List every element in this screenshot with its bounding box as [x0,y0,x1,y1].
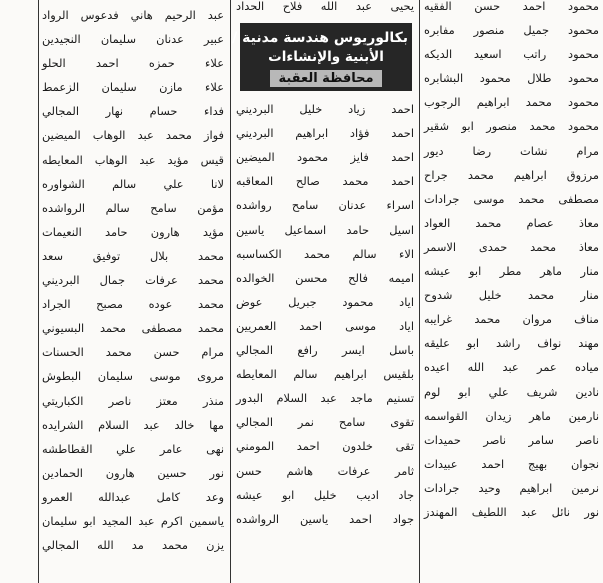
name-entry: جواد احمد ياسين الرواشده [236,511,414,526]
name-entry: جاد اديب خليل ابو عيشه [236,487,414,502]
header-title-line2: الأبنية والإنشاءات [268,49,384,66]
name-entry: ناصر سامر ناصر حميدات [424,432,599,447]
name-entry: اسيل حامد اسماعيل ياسين [236,222,414,237]
name-entry: عبد الرحيم هاني فدعوس الرواد [42,8,224,22]
name-entry: احمد فؤاد ابراهيم البرديني [236,126,414,141]
name-entry: مروى موسى سليمان البطوش [42,369,224,384]
name-entry: اسراء عدنان سامح رواشده [236,198,414,213]
name-entry: مياده عمر عبد الله اعيده [424,360,599,375]
name-entry: يزن محمد مد الله المجالي [42,538,224,553]
name-entry: مناف مروان محمد غرايبه [424,312,599,327]
name-entry: ياسمين اكرم عبد المجيد ابو سليمان [42,513,224,528]
name-entry: نور حسين هارون الحمادين [42,465,224,480]
name-entry: منار محمد خليل شدوح [424,288,599,303]
name-entry: نادين شريف علي ابو لوم [424,384,599,399]
name-entry: لانا علي سالم الشواوره [42,176,224,191]
name-entry: مؤمن سامح سالم الرواشده [42,200,224,215]
name-entry: بلقيس ابراهيم سالم المعايطه [236,367,414,382]
name-entry: تقى خلدون احمد المومني [236,439,414,454]
name-entry: مرام نشات رضا ديور [424,143,599,158]
name-list [232,97,418,531]
name-entry: محمود محمد منصور ابو شقير [424,119,599,134]
header-title-line1: بكالوريوس هندسة مدنية / [232,30,408,47]
header-governorate: محافظة العقبة [270,70,381,87]
name-entry: مؤيد هارون حامد النعيمات [42,224,224,239]
name-entry: محمد عرفات جمال البرديني [42,273,224,288]
names-column-middle [232,0,418,583]
name-entry: فداء حسام نهار المجالي [42,104,224,119]
name-entry: نهى عامر علي القطاطشه [42,441,224,456]
name-entry: محمود محمد ابراهيم الرجوب [424,95,599,110]
name-entry: علاء مازن سليمان الزعمط [42,80,224,95]
name-entry: معاذ محمد حمدى الاسمر [424,239,599,254]
name-entry: محمد عوده مصبح الجراد [42,297,224,312]
name-list [420,0,603,524]
name-entry: قيس مؤيد عبد الوهاب المعايطه [42,152,224,167]
name-entry: نور نائل عبد اللطيف المهندز [424,504,599,519]
name-entry: معاذ عصام محمد العواد [424,215,599,230]
name-entry: علاء حمزه احمد الحلو [42,56,224,71]
name-entry: ثامر عرفات هاشم حسن [236,463,414,478]
name-entry: احمد زياد خليل البرديني [236,102,414,117]
name-entry: محمد مصطفى محمد البسيوني [42,321,224,336]
column-rule [230,0,231,583]
name-entry: محمود جميل منصور مفابره [424,23,599,38]
names-column-right [420,0,603,583]
name-list [232,0,418,18]
name-entry: احمد فايز محمود الميضين [236,150,414,165]
name-entry: اياد محمود جبريل عوض [236,294,414,309]
name-entry: تقوى سامح نمر المجالي [236,415,414,430]
name-list [38,3,228,557]
name-entry: تسنيم ماجد عبد السلام البدور [236,391,414,406]
names-column-left [38,0,228,583]
name-entry: محمود طلال محمود البشابره [424,71,599,86]
name-entry: محمود راتب اسعيد الديكه [424,47,599,62]
name-entry: منار ماهر مطر ابو عيشه [424,264,599,279]
name-entry: احمد محمد صالح المعاقبه [236,174,414,189]
name-entry: اياد موسى احمد العمريين [236,318,414,333]
name-entry: نجوان بهيج احمد عبيدات [424,456,599,471]
name-entry: الاء سالم محمد الكساسبه [236,246,414,261]
name-entry: محمود احمد حسن الفقيه [424,0,599,13]
name-entry: منذر معتز ناصر الكباريتي [42,393,224,408]
name-entry: نارمين ماهر زيدان القواسمه [424,408,599,423]
name-entry: فواز محمد عبد الوهاب الميضين [42,128,224,143]
name-entry: مصطفى محمد موسى جرادات [424,191,599,206]
name-entry: باسل ايسر رافع المجالي [236,343,414,358]
name-entry: مهند نواف راشد ابو عليقه [424,336,599,351]
name-entry: وعد كامل عبدالله العمرو [42,489,224,504]
name-entry: عبير عدنان سليمان النجيدين [42,32,224,47]
name-entry: مها خالد عبد السلام الشرايده [42,417,224,432]
name-entry: نرمين ابراهيم وحيد جرادات [424,480,599,495]
name-entry: يحيى عبد الله فلاح الحداد [236,0,414,13]
section-header [232,23,412,91]
name-entry: مرزوق ابراهيم محمد جراح [424,167,599,182]
name-entry: اميمه فالح محسن الخوالده [236,270,414,285]
name-entry: مرام حسن محمد الحسنات [42,345,224,360]
name-entry: محمد بلال توفيق سعد [42,248,224,263]
